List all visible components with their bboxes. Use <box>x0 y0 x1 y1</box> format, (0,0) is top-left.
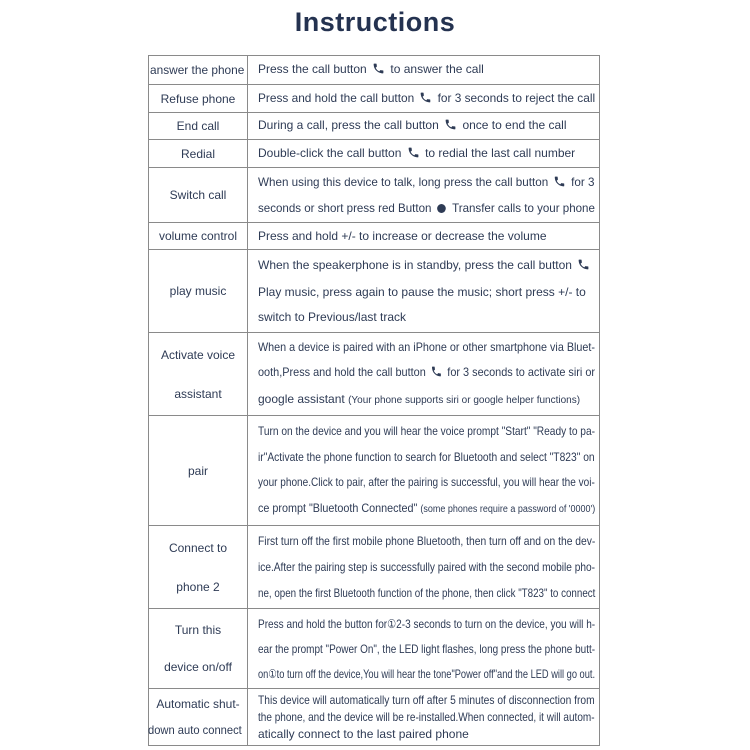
text-segment: once to end the call <box>459 118 567 132</box>
description-cell <box>248 526 599 608</box>
description-line <box>258 692 595 707</box>
description-cell <box>248 85 599 112</box>
description-line <box>258 146 595 162</box>
record-button-icon <box>438 204 447 213</box>
text-segment: When a device is paired with an iPhone or other smartphone via Bluet- <box>258 340 596 355</box>
feature-line: play music <box>169 284 227 298</box>
text-segment: for 3 seconds to activate siri or <box>444 364 596 379</box>
description-line <box>258 285 595 299</box>
description-cell <box>248 689 599 745</box>
text-segment: for 3 seconds to reject the call <box>434 90 596 105</box>
page-title: Instructions <box>294 7 456 37</box>
text-segment: ir"Activate the phone function to search for Bluetooth and select "T823" on <box>258 449 595 464</box>
feature-line: Redial <box>180 146 216 161</box>
feature-line: phone 2 <box>176 579 220 594</box>
feature-cell <box>149 333 248 415</box>
table-row <box>149 139 599 167</box>
feature-line: Automatic shut- <box>156 697 240 711</box>
text-segment: switch to Previous/last track <box>258 310 407 325</box>
description-line <box>258 310 595 324</box>
description-line <box>258 641 596 656</box>
text-segment: ooth,Press and hold the call button <box>258 364 429 379</box>
text-segment: When the speakerphone is in standby, press the call button <box>258 257 576 272</box>
description-cell <box>248 140 599 167</box>
feature-cell <box>149 140 248 167</box>
description-cell <box>248 416 599 525</box>
text-segment: Press and hold +/- to increase or decrease the volume <box>258 229 547 243</box>
description-line <box>258 392 595 408</box>
description-line <box>258 616 596 631</box>
text-segment: During a call, press the call button <box>258 118 443 132</box>
description-line <box>258 175 595 191</box>
text-segment: (some phones require a password of '0000') <box>420 504 596 516</box>
description-line <box>258 449 595 464</box>
text-segment: ne, open the first Bluetooth function of the phone, then click "T823" to connect <box>258 586 596 600</box>
description-cell <box>248 250 599 332</box>
table-row <box>149 84 599 112</box>
text-segment: to answer the call <box>387 62 484 76</box>
table-row <box>149 56 599 84</box>
description-line <box>258 364 596 381</box>
description-line <box>258 62 595 78</box>
text-segment: Double-click the call button <box>258 145 405 160</box>
text-segment: (Your phone supports siri or google helper functions) <box>348 394 581 406</box>
feature-line: Switch call <box>169 188 227 202</box>
text-segment: Press the call button <box>258 62 371 76</box>
table-row <box>149 332 599 415</box>
phone-icon <box>553 175 566 191</box>
description-line <box>258 118 595 134</box>
instructions-table <box>148 55 600 746</box>
text-segment: Transfer calls to your phone <box>449 201 595 215</box>
table-row <box>149 608 599 688</box>
text-segment: your phone.Click to pair, after the pairing is successful, you will hear the voi- <box>258 475 595 490</box>
description-line <box>258 709 595 724</box>
feature-line: Activate voice <box>160 347 236 362</box>
table-row <box>149 525 599 608</box>
text-segment: atically connect to the last paired phone <box>258 727 469 742</box>
table-row <box>149 415 599 525</box>
text-segment: google assistant <box>258 391 349 406</box>
feature-line: volume control <box>158 229 238 243</box>
text-segment: Play music, press again to pause the music; short press +/- to <box>258 284 586 299</box>
description-cell <box>248 333 599 415</box>
phone-icon <box>577 258 590 274</box>
feature-cell <box>149 223 248 249</box>
feature-cell <box>149 56 248 84</box>
feature-cell <box>149 168 248 222</box>
table-row <box>149 688 599 745</box>
description-line <box>258 258 595 274</box>
table-row <box>149 167 599 222</box>
text-segment: on①to turn off the device,You will hear the tone"Power off"and the LED will go out. <box>258 666 596 681</box>
description-cell <box>248 168 599 222</box>
text-segment: Press and hold the call button <box>258 90 418 105</box>
description-cell <box>248 113 599 139</box>
text-segment: for 3 <box>567 175 595 189</box>
feature-cell <box>149 250 248 332</box>
feature-cell <box>149 526 248 608</box>
text-segment: ce prompt "Bluetooth Connected" <box>258 501 421 516</box>
description-line <box>258 534 596 548</box>
text-segment: When using this device to talk, long press the call button <box>258 175 552 189</box>
feature-line: pair <box>187 463 208 478</box>
text-segment: seconds or short press red Button <box>258 201 435 215</box>
description-cell <box>248 223 599 249</box>
description-line <box>258 727 595 741</box>
description-line <box>258 90 596 107</box>
phone-icon <box>407 146 420 162</box>
feature-cell <box>149 609 248 688</box>
text-segment: ice.After the pairing step is successfully paired with the second mobile pho- <box>258 560 596 574</box>
text-segment: This device will automatically turn off after 5 minutes of disconnection from <box>258 692 595 707</box>
feature-line: down auto connect <box>147 723 242 737</box>
phone-icon <box>431 365 443 381</box>
description-line <box>258 229 595 243</box>
description-line <box>258 501 596 517</box>
description-line <box>258 475 595 490</box>
description-line <box>258 423 596 438</box>
phone-icon <box>372 62 385 78</box>
text-segment: to redial the last call number <box>421 145 576 160</box>
feature-line: Turn this <box>174 622 222 637</box>
description-cell <box>248 609 599 688</box>
phone-icon <box>444 118 457 134</box>
description-line <box>258 586 596 600</box>
table-row <box>149 222 599 249</box>
feature-line: Connect to <box>168 540 228 555</box>
feature-line: device on/off <box>164 660 232 675</box>
phone-icon <box>419 91 432 107</box>
description-cell <box>248 56 599 84</box>
text-segment: ear the prompt "Power On", the LED light flashes, long press the phone butt- <box>258 641 596 656</box>
feature-line: End call <box>176 119 220 133</box>
table-row <box>149 112 599 139</box>
feature-cell <box>149 416 248 525</box>
feature-cell <box>149 85 248 112</box>
table-row <box>149 249 599 332</box>
description-line <box>258 340 596 355</box>
feature-line: assistant <box>174 386 222 401</box>
description-line <box>258 560 596 574</box>
text-segment: the phone, and the device will be re-installed.When connected, it will autom- <box>258 709 595 724</box>
text-segment: Press and hold the button for①2-3 seconds to turn on the device, you will h- <box>258 616 596 631</box>
description-line <box>258 666 596 681</box>
feature-line: answer the phone <box>150 63 245 77</box>
feature-cell <box>149 689 248 745</box>
description-line <box>258 201 595 215</box>
text-segment: Turn on the device and you will hear the voice prompt "Start" "Ready to pa- <box>258 423 596 438</box>
feature-line: Refuse phone <box>160 91 236 106</box>
feature-cell <box>149 113 248 139</box>
text-segment: First turn off the first mobile phone Bluetooth, then turn off and on the dev- <box>258 534 596 548</box>
